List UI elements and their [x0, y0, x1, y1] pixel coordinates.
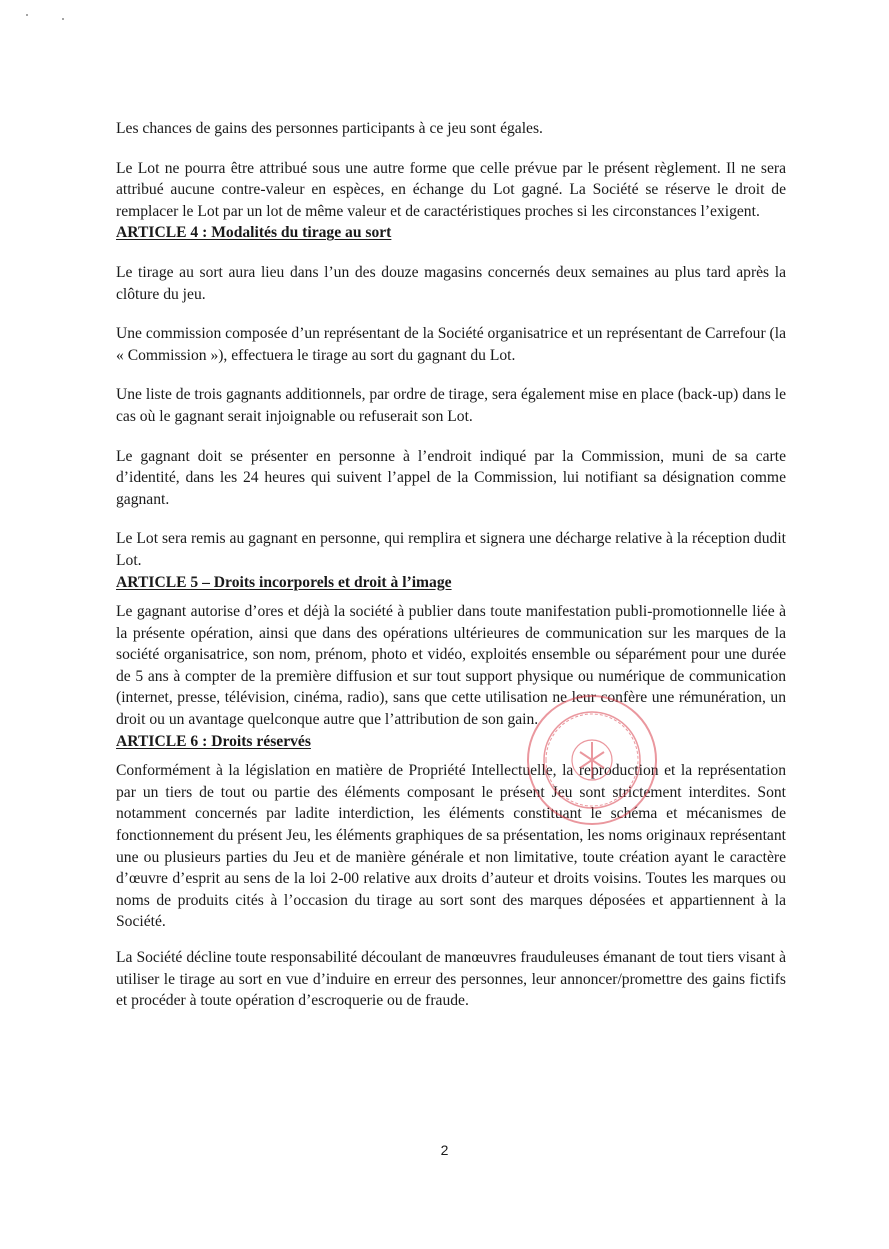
article-4-paragraph-2: Une commission composée d’un représentant de la Société organisatrice et un représentant de Carrefour (la « Commission »), effectuera le tirage au sort du gagnant du Lot.: [116, 325, 786, 364]
article-6-heading: ARTICLE 6 : Droits réservés: [116, 732, 311, 750]
article-6-paragraph-1: Conformément à la législation en matière de Propriété Intellectuelle, la reproduction et la représentation par un tiers de tout ou partie des éléments composant le présent Jeu sont strictement interdites. Sont notamment concernés par ladite interdiction, les éléments constituant le schéma et mécanismes de fonctionnement du présent Jeu, les éléments graphiques de sa présentation, les noms originaux représentant une ou plusieurs parties du Jeu et de manière générale et non limitative, toute création ayant le caractère d’œuvre d’esprit au sens de la loi 2-00 relative aux droits d’auteur et droits voisins. Toutes les marques ou noms de produits cités à l’occasion du tirage au sort sont des marques déposées et appartiennent à la Société.: [116, 762, 786, 931]
company-stamp: [522, 690, 662, 830]
article-4-paragraph-3: Une liste de trois gagnants additionnels, par ordre de tirage, sera également mise en place (back-up) dans le cas où le gagnant serait injoignable ou refuserait son Lot.: [116, 386, 786, 425]
article-4-heading: ARTICLE 4 : Modalités du tirage au sort: [116, 224, 392, 242]
paragraph-chances: Les chances de gains des personnes participants à ce jeu sont égales.: [116, 120, 543, 137]
article-5-heading: ARTICLE 5 – Droits incorporels et droit à l’image: [116, 573, 452, 591]
article-4-paragraph-5: Le Lot sera remis au gagnant en personne, qui remplira et signera une décharge relative à la réception dudit Lot.: [116, 530, 786, 569]
paragraph-lot-form: Le Lot ne pourra être attribué sous une autre forme que celle prévue par le présent règlement. Il ne sera attribué aucune contre-valeur en espèces, en échange du Lot gagné. La Société se réserve le droit de remplacer le Lot par un lot de même valeur et de caractéristiques proches si les circonstances l’exigent.: [116, 159, 786, 220]
article-6-paragraph-2: La Société décline toute responsabilité découlant de manœuvres frauduleuses émanant de tout tiers visant à utiliser le tirage au sort en vue d’induire en erreur des personnes, leur annoncer/promettre des gains fictifs et procéder à toute opération d’escroquerie ou de fraude.: [116, 949, 786, 1010]
page-number: 2: [440, 1142, 449, 1158]
document-body: [116, 118, 786, 1012]
article-4-paragraph-1: Le tirage au sort aura lieu dans l’un des douze magasins concernés deux semaines au plus tard après la clôture du jeu.: [116, 263, 786, 303]
article-5-paragraph-1: Le gagnant autorise d’ores et déjà la société à publier dans toute manifestation publi-promotionnelle liée à la présente opération, ainsi que dans des opérations ultérieures de communication sur les marques de la société organisatrice, son nom, prénom, photo et vidéo, exploités ensemble ou séparément pour une durée de 5 ans à compter de la première diffusion et sur tout support physique ou numérique de communication (internet, presse, télévision, cinéma, radio), sans que cette utilisation ne leur confère une rémunération, un droit ou un avantage quelconque autre que l’attribution de son gain.: [116, 603, 786, 729]
article-4-paragraph-4: Le gagnant doit se présenter en personne à l’endroit indiqué par la Commission, muni de sa carte d’identité, dans les 24 heures qui suivent l’appel de la Commission, lui notifiant sa désignation comme gagnant.: [116, 447, 786, 508]
